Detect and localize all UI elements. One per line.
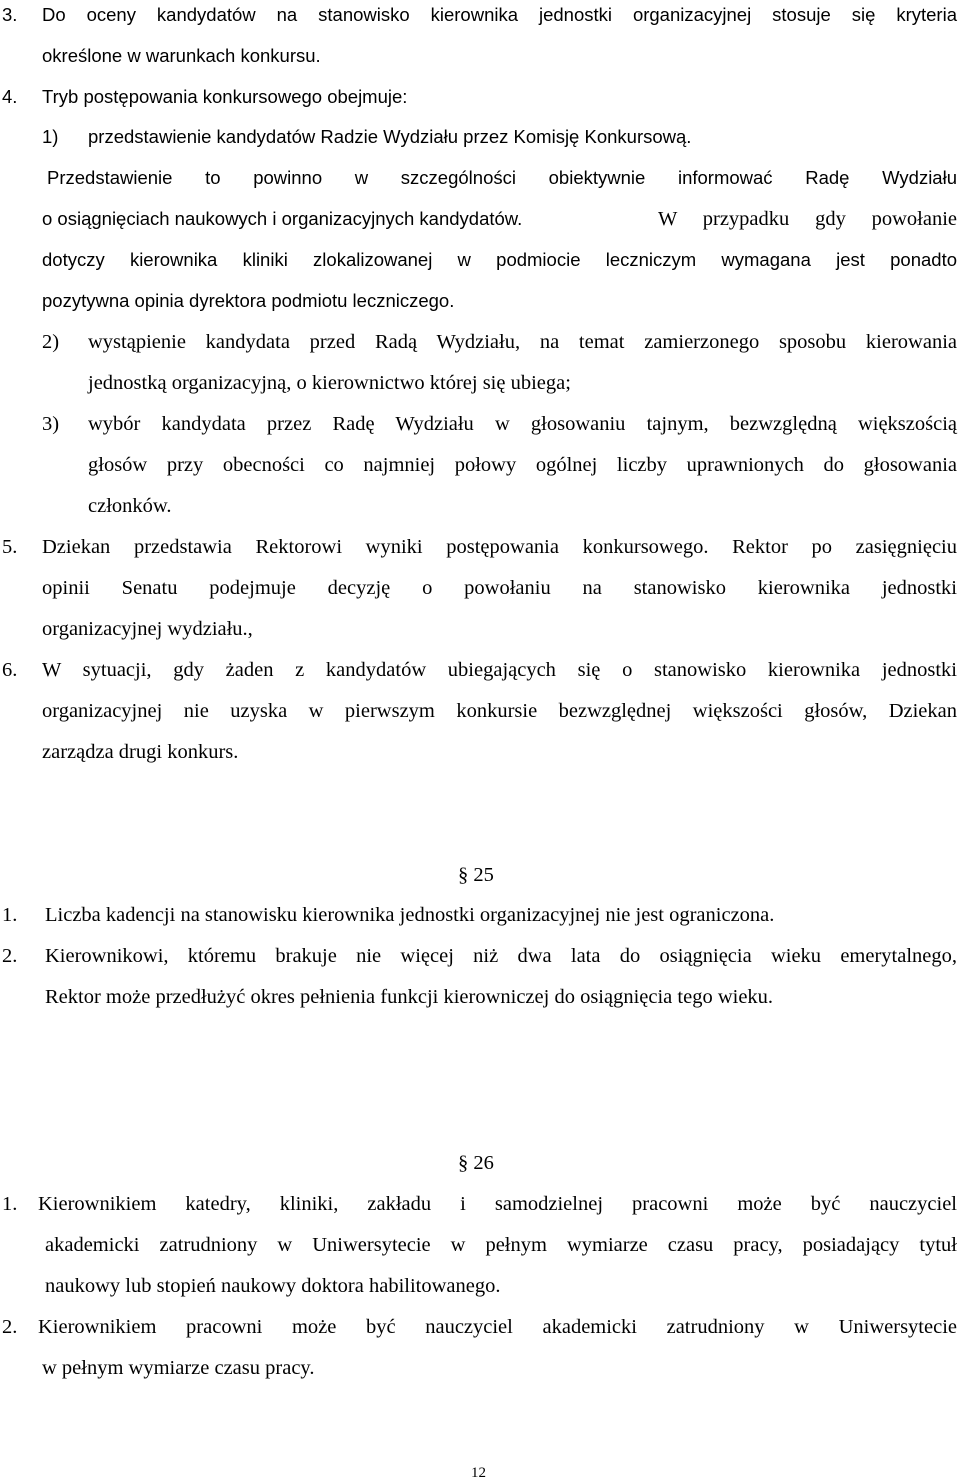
item-number: 4.: [2, 86, 18, 107]
item-text-line: organizacyjnej wydziału.,: [42, 618, 253, 640]
item-number: 2.: [2, 1316, 18, 1338]
page-number: 12: [471, 1465, 486, 1481]
item-text-line: zarządza drugi konkurs.: [42, 741, 239, 763]
section-heading-25: § 25: [458, 864, 494, 886]
sub-item-number: 1): [42, 126, 59, 147]
item-text-line: Kierownikiem pracowni może być nauczyciel akademicki zatrudniony w Uniwersytecie: [38, 1316, 957, 1338]
sub-item-text-line: pozytywna opinia dyrektora podmiotu leczniczego.: [42, 290, 455, 311]
item-text-line: akademicki zatrudniony w Uniwersytecie w pełnym wymiarze czasu pracy, posiadający tytuł: [45, 1234, 957, 1256]
item-text-line: Tryb postępowania konkursowego obejmuje:: [42, 86, 408, 107]
section-heading-26: § 26: [458, 1152, 494, 1174]
sub-item-text-line: Przedstawienie to powinno w szczególności obiektywnie informować Radę Wydziału: [47, 167, 957, 188]
item-number: 1.: [2, 1193, 18, 1215]
item-text-line: Kierownikiem katedry, kliniki, zakładu i samodzielnej pracowni może być nauczyciel: [38, 1193, 957, 1215]
sub-item-number: 2): [42, 331, 60, 353]
item-text-line: organizacyjnej nie uzyska w pierwszym konkursie bezwzględnej większości głosów, Dziekan: [42, 700, 957, 722]
sub-item-text-line: wybór kandydata przez Radę Wydziału w głosowaniu tajnym, bezwzględną większością: [88, 413, 957, 435]
item-text-line: określone w warunkach konkursu.: [42, 45, 321, 66]
sub-item-text-line: o osiągnięciach naukowych i organizacyjnych kandydatów.: [42, 208, 523, 229]
item-text-line: w pełnym wymiarze czasu pracy.: [42, 1357, 315, 1379]
item-number: 5.: [2, 536, 18, 558]
sub-item-text-line: dotyczy kierownika kliniki zlokalizowanej w podmiocie leczniczym wymagana jest ponadto: [42, 249, 957, 270]
item-number: 2.: [2, 945, 18, 967]
item-text-line: Do oceny kandydatów na stanowisko kierownika jednostki organizacyjnej stosuje się kryteria: [42, 4, 957, 25]
sub-item-number: 3): [42, 413, 60, 435]
sub-item-text-line: jednostką organizacyjną, o kierownictwo której się ubiega;: [88, 372, 571, 394]
sub-item-text-line: W przypadku gdy powołanie: [658, 208, 957, 230]
item-text-line: Rektor może przedłużyć okres pełnienia funkcji kierowniczej do osiągnięcia tego wieku.: [45, 986, 774, 1008]
item-text-line: Liczba kadencji na stanowisku kierownika jednostki organizacyjnej nie jest ograniczona.: [45, 904, 775, 926]
sub-item-text-line: głosów przy obecności co najmniej połowy ogólnej liczby uprawnionych do głosowania: [88, 454, 957, 476]
item-text-line: W sytuacji, gdy żaden z kandydatów ubiegających się o stanowisko kierownika jednostki: [42, 659, 957, 681]
item-text-line: opinii Senatu podejmuje decyzję o powołaniu na stanowisko kierownika jednostki: [42, 577, 957, 599]
item-text-line: naukowy lub stopień naukowy doktora habilitowanego.: [45, 1275, 501, 1297]
item-text-line: Kierownikowi, któremu brakuje nie więcej niż dwa lata do osiągnięcia wieku emerytalnego,: [45, 945, 957, 967]
item-text-line: Dziekan przedstawia Rektorowi wyniki postępowania konkursowego. Rektor po zasięgnięciu: [42, 536, 957, 558]
sub-item-text-line: członków.: [88, 495, 172, 517]
item-number: 6.: [2, 659, 18, 681]
sub-item-text-line: wystąpienie kandydata przed Radą Wydziału, na temat zamierzonego sposobu kierowania: [88, 331, 957, 353]
sub-item-text-line: przedstawienie kandydatów Radzie Wydziału przez Komisję Konkursową.: [88, 126, 692, 147]
item-number: 3.: [2, 4, 18, 25]
item-number: 1.: [2, 904, 18, 926]
